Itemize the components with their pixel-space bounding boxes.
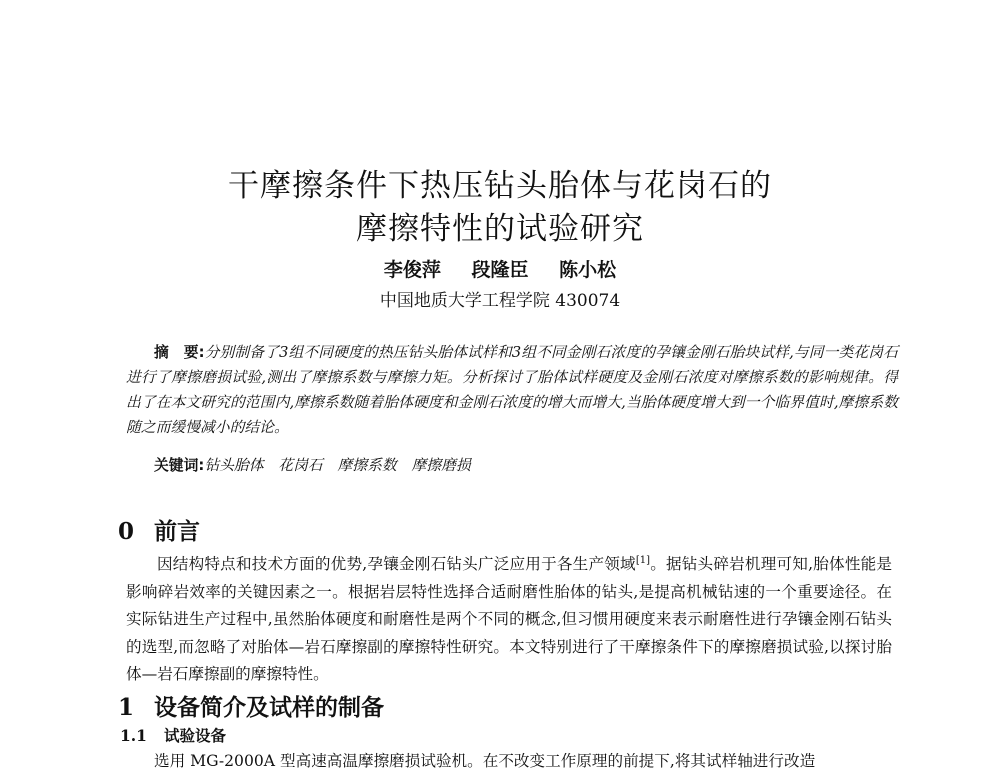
abstract-text: 分别制备了3组不同硬度的热压钻头胎体试样和3组不同金刚石浓度的孕镶金刚石胎块试样,与同一类花岗石进行了摩擦磨损试验,测出了摩擦系数与摩擦力矩。分析探讨了胎体试样硬度及金刚石浓度对摩擦系数的影响规律。得出了在本文研究的范围内,摩擦系数随着胎体硬度和金刚石浓度的增大而增大,当胎体硬度增大到一个临界值时,摩擦系数随之而缓慢减小的结论。: [126, 344, 898, 436]
author-list: [0, 255, 1000, 282]
keywords-text: 钻头胎体 花岗石 摩擦系数 摩擦磨损: [204, 457, 471, 474]
author-name: 李俊萍: [383, 259, 441, 281]
abstract-label: 摘 要:: [154, 344, 205, 361]
abstract: [126, 340, 898, 440]
section-title: 设备简介及试样的制备: [154, 694, 384, 721]
paragraph-text: 因结构特点和技术方面的优势,孕镶金刚石钻头广泛应用于各生产领域: [157, 555, 636, 574]
paragraph-text: 。据钻头碎岩机理可知,胎体性能是影响碎岩效率的关键因素之一。根据岩层特性选择合适耐磨性胎体的钻头,是提高机械钻速的一个重要途径。在实际钻进生产过程中,虽然胎体硬度和耐磨性是两个不同的概念,但习惯用硬度来表示耐磨性进行孕镶金刚石钻头的选型,而忽略了对胎体—岩石摩擦副的摩擦特性研究。本文特别进行了干摩擦条件下的摩擦磨损试验,以探讨胎体—岩石摩擦副的摩擦特性。: [126, 555, 892, 684]
subsection-title: 试验设备: [164, 726, 227, 745]
paper-title-line-1: 干摩擦条件下热压钻头胎体与花岗石的: [228, 168, 772, 204]
affiliation: 中国地质大学工程学院 430074: [379, 291, 621, 311]
author-name: 段隆臣: [471, 259, 529, 281]
cut-off-paragraph-line: 选用 MG-2000A 型高速高温摩擦磨损试验机。在不改变工作原理的前提下,将其试样轴进行改造: [154, 752, 816, 770]
keywords: [154, 454, 898, 475]
citation-reference: [1]: [635, 555, 650, 566]
subsection-heading-test-equipment: [120, 724, 226, 746]
section-number: 1: [118, 694, 135, 721]
introduction-paragraph: [126, 547, 892, 689]
paper-title-line-2: 摩擦特性的试验研究: [356, 211, 644, 247]
section-heading-introduction: [118, 513, 200, 546]
keywords-label: 关键词:: [154, 457, 205, 474]
subsection-number: 1.1: [120, 726, 147, 745]
section-number: 0: [118, 518, 135, 545]
section-title: 前言: [154, 518, 200, 545]
section-heading-equipment: [118, 689, 384, 722]
author-name: 陈小松: [559, 259, 617, 281]
